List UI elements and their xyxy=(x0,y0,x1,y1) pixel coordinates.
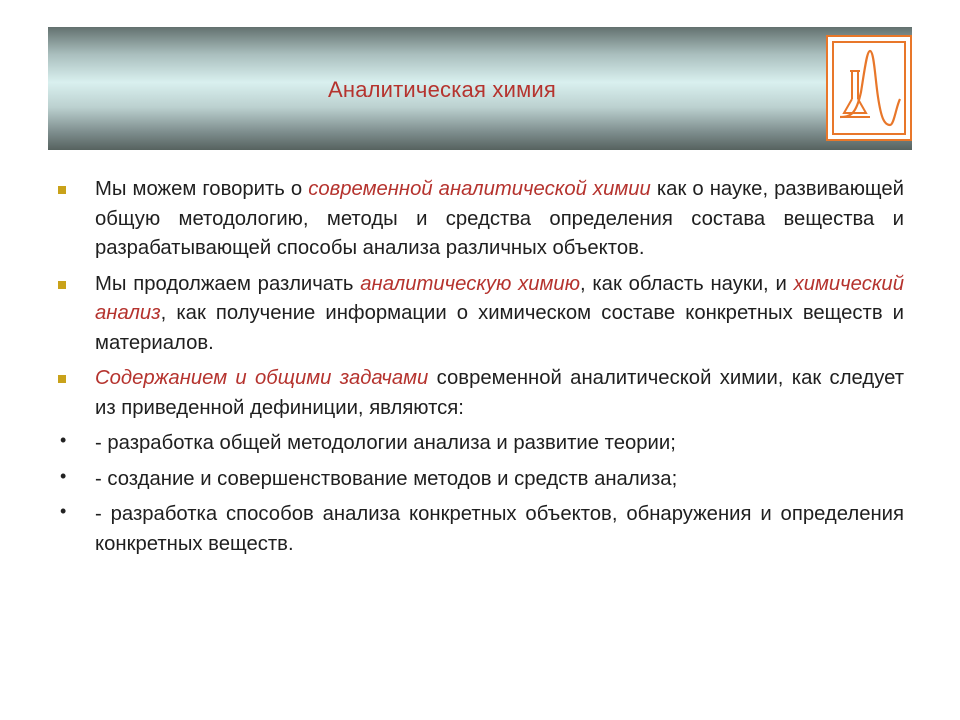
bullet-text: , как область науки, и xyxy=(579,272,794,295)
dot-bullet-icon: • xyxy=(60,501,67,521)
bullet-text: - разработка способов анализа конкретных объектов, обнаружения и определения конкретных веществ. xyxy=(95,503,904,555)
emphasized-term: химический анализ xyxy=(95,272,904,324)
bullet-text: Мы можем говорить о xyxy=(95,178,309,200)
slide-title: Аналитическая химия xyxy=(327,77,557,102)
bullet-item xyxy=(58,270,904,359)
bullet-text: как о науке, развивающей общую методологию, методы и средства определения состава вещества и разрабатывающей способы анализа различных объектов. xyxy=(95,178,904,259)
bullet-item xyxy=(58,465,904,495)
square-bullet-icon xyxy=(58,186,66,194)
bullet-item xyxy=(58,429,904,459)
bullet-item xyxy=(58,364,904,423)
square-bullet-icon xyxy=(58,375,66,383)
dot-bullet-icon: • xyxy=(60,430,67,450)
bullet-text: современной аналитической химии, как следует из приведенной дефиниции, являются: xyxy=(95,367,905,419)
square-bullet-icon xyxy=(58,281,66,289)
bullet-text: - создание и совершенствование методов и средств анализа; xyxy=(95,467,678,490)
logo-graphic xyxy=(828,37,910,139)
bullet-item xyxy=(58,500,904,559)
bullet-text: , как получение информации о химическом составе конкретных веществ и материалов. xyxy=(95,302,904,354)
emphasized-term: современной аналитической химии xyxy=(308,178,651,200)
emphasized-term: Содержанием и общими задачами xyxy=(95,367,429,389)
bullet-list xyxy=(58,175,904,565)
bullet-text: - разработка общей методологии анализа и развитие теории; xyxy=(95,432,676,454)
bullet-item xyxy=(58,175,904,264)
dot-bullet-icon: • xyxy=(60,465,67,486)
title-banner xyxy=(48,27,912,150)
emphasized-term: аналитическую химию xyxy=(360,272,580,295)
chromatogram-flask-icon xyxy=(826,35,912,141)
bullet-text: Мы продолжаем различать xyxy=(95,272,361,295)
